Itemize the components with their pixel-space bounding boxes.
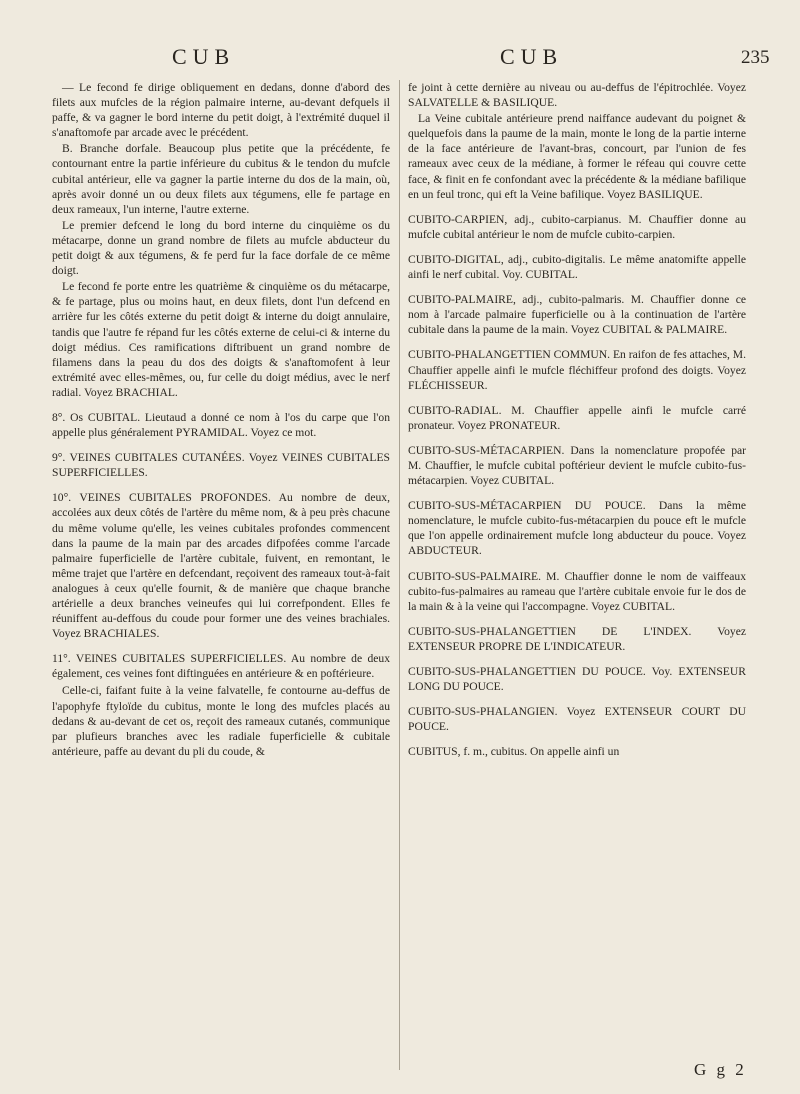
paragraph: Le premier defcend le long du bord interne du cinquième os du métacarpe, donne un grand nombre de filets au mufcle abducteur du petit doigt & aux tégumens, & fe perd fur la face dorfale de ce même doigt. xyxy=(52,218,390,278)
running-head-left: CUB xyxy=(172,44,236,69)
entry: 9°. VEINES CUBITALES CUTANÉES. Voyez VEINES CUBITALES SUPERFICIELLES. xyxy=(52,451,390,480)
paragraph: Celle-ci, faifant fuite à la veine falvatelle, fe contourne au-deffus de l'apophyfe ftyloïde du cubitus, monte le long des mufcles placés au dedans & au-devant de cet os, reçoit des rameaux cutanés, communique par plufieurs branches avec les radiale fuperficielle & cubitale antérieure, paffe au devant du pli du coude, & xyxy=(52,684,390,758)
paragraph: La Veine cubitale antérieure prend naiffance audevant du poignet & quelquefois dans la paume de la main, monte le long de la partie interne de la face antérieure de l'avant-bras, concourt, par l'union de fes rameaux avec ceux de la médiane, à former le réfeau qui couvre cette face, & finit en fe confondant avec la précédente & la médiane bafilique en un feul tronc, qui eft la Veine bafilique. Voyez BASILIQUE. xyxy=(408,112,746,201)
entry: CUBITO-PALMAIRE, adj., cubito-palmaris. M. Chauffier donne ce nom à l'arcade palmaire fuperficielle ou à la continuation de l'artère cubitale dans la paume de la main. Voyez CUBITAL & PALMAIRE. xyxy=(408,293,746,337)
entry: CUBITUS, f. m., cubitus. On appelle ainfi un xyxy=(408,745,620,759)
entry: CUBITO-DIGITAL, adj., cubito-digitalis. Le même anatomifte appelle ainfi le nerf cubital. Voy. CUBITAL. xyxy=(408,252,746,282)
entry: 11°. VEINES CUBITALES SUPERFICIELLES. Au nombre de deux également, ces veines font diftinguées en antérieure & en poftérieure. xyxy=(52,652,390,681)
right-column xyxy=(408,80,746,761)
running-head-right: CUB xyxy=(500,44,564,69)
paragraph: B. Branche dorfale. Beaucoup plus petite que la précédente, fe contournant entre la partie inférieure du cubitus & le tendon du mufcle cubital antérieur, elle va gagner la partie interne du dos de la main, où, après avoir donné un ou deux filets aux tégumens, elle fe partage en deux rameaux, l'un interne, l'autre externe. xyxy=(52,142,390,216)
entry: CUBITO-SUS-PHALANGIEN. Voyez EXTENSEUR COURT DU POUCE. xyxy=(408,705,746,734)
entry: CUBITO-SUS-MÉTACARPIEN. Dans la nomenclature propofée par M. Chauffier, le mufcle cubital poftérieur devient le mufcle cubito-fus-métacarpien. Voyez CUBITAL. xyxy=(408,443,746,488)
paragraph: Le fecond fe porte entre les quatrième & cinquième os du métacarpe, & fe partage, plus ou moins haut, en deux filets, dont l'un defcend en arrière fur les côtés externe du petit doigt & interne du doigt annulaire, tandis que l'autre fe répand fur les côtés externe de celui-ci & interne du doigt médius. Ces ramifications diftribuent un grand nombre de filamens dans la peau du dos des doigts & s'anaftomofent à leur extrémité avec elles-mêmes, ou, fur celle du doigt médius, avec le nerf radial. Voyez BRACHIAL. xyxy=(52,280,390,399)
entry: CUBITO-SUS-PHALANGETTIEN DE L'INDEX. Voyez EXTENSEUR PROPRE DE L'INDICATEUR. xyxy=(408,624,746,653)
entry: 8°. Os CUBITAL. Lieutaud a donné ce nom à l'os du carpe que l'on appelle plus généralement PYRAMIDAL. Voyez ce mot. xyxy=(52,410,390,440)
page-number: 235 xyxy=(741,47,770,68)
left-column xyxy=(52,80,390,760)
entry: CUBITO-SUS-PHALANGETTIEN DU POUCE. Voy. EXTENSEUR LONG DU POUCE. xyxy=(408,665,746,694)
entry: 10°. VEINES CUBITALES PROFONDES. Au nombre de deux, accolées aux deux côtés de l'artère du même nom, & à peu près chacune du même volume qu'elle, les veines cubitales profondes commencent dans la paume de la main par des arcades difpofées comme l'arcade palmaire fuperficielle de l'artère cubitale, fuivent, en remontant, le même trajet que l'artère en defcendant, reçoivent des rameaux tout-à-fait analogues à ceux qu'elle fournit, & de manière que chaque branche artérielle a deux branches veineufes qui lui correfpondent. Elles fe réuniffent au-deffous du coude pour former une des veines brachiales. Voyez BRACHIALES. xyxy=(52,491,390,641)
column-divider xyxy=(399,80,400,1070)
paragraph: fe joint à cette dernière au niveau ou au-deffus de l'épitrochlée. Voyez SALVATELLE & BASILIQUE. xyxy=(408,81,746,110)
entry: CUBITO-SUS-MÉTACARPIEN DU POUCE. Dans la même nomenclature, le mufcle cubito-fus-métacarpien du pouce eft le mufcle que l'on appelle ordinairement mufcle long abducteur du pouce. Voyez ABDUCTEUR. xyxy=(408,499,746,558)
signature-mark: G g 2 xyxy=(694,1060,747,1079)
entry: CUBITO-RADIAL. M. Chauffier appelle ainfi le mufcle carré pronateur. Voyez PRONATEUR. xyxy=(408,403,746,432)
entry: CUBITO-SUS-PALMAIRE. M. Chauffier donne le nom de vaiffeaux cubito-fus-palmaires au rameau que l'artère cubitale envoie fur le dos de la main & à la veine qui l'accompagne. Voyez CUBITAL. xyxy=(408,569,746,613)
entry: CUBITO-CARPIEN, adj., cubito-carpianus. M. Chauffier donne au mufcle cubital antérieur le nom de mufcle cubito-carpien. xyxy=(408,212,746,241)
entry: CUBITO-PHALANGETTIEN COMMUN. En raifon de fes attaches, M. Chauffier appelle ainfi le mufcle fléchiffeur profond des doigts. Voyez FLÉCHISSEUR. xyxy=(408,348,746,392)
paragraph: — Le fecond fe dirige obliquement en dedans, donne d'abord des filets aux mufcles de la région palmaire interne, au-devant defquels il paffe, & va gagner le bord interne du petit doigt, à l'extrémité duquel il s'anaftomofe par arcade avec le précédent. xyxy=(52,81,390,140)
